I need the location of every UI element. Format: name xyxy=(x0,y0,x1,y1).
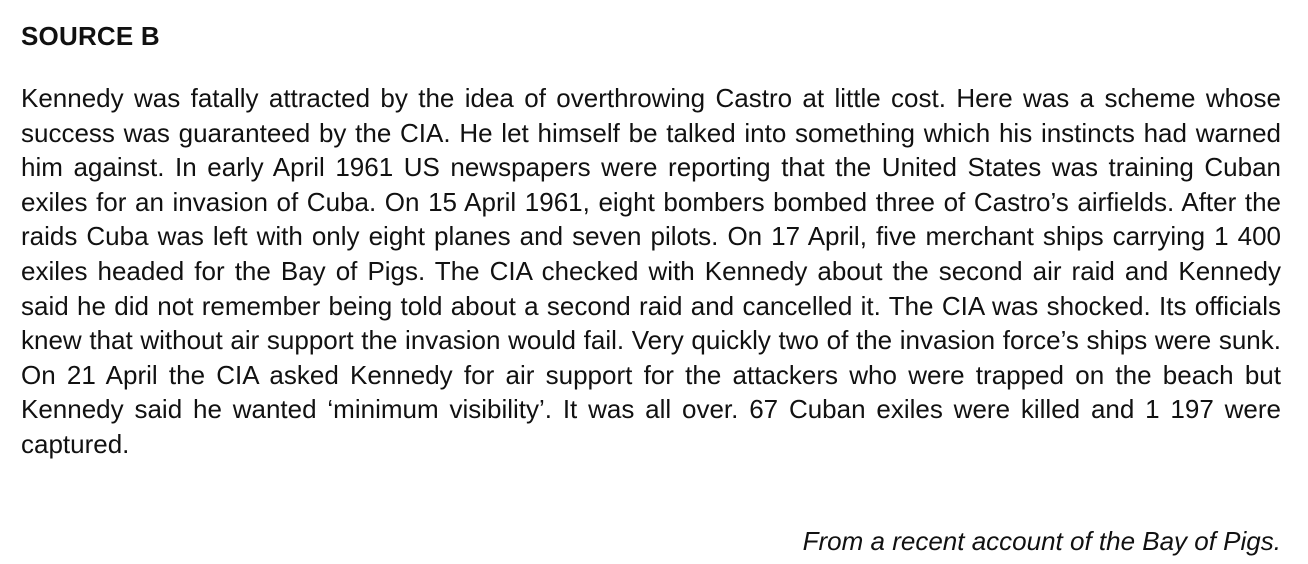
source-document xyxy=(21,0,1281,564)
source-attribution: From a recent account of the Bay of Pigs. xyxy=(802,526,1281,556)
source-heading: SOURCE B xyxy=(21,21,160,51)
source-body-text: Kennedy was fatally attracted by the idea of overthrowing Castro at little cost. Here was a scheme whose success was guaranteed by the CIA. He let himself be talked into something which his instincts had warned him against. In early April 1961 US newspapers were reporting that the United States was training Cuban exiles for an invasion of Cuba. On 15 April 1961, eight bombers bombed three of Castro’s airfields. After the raids Cuba was left with only eight planes and seven pilots. On 17 April, five merchant ships carrying 1 400 exiles headed for the Bay of Pigs. The CIA checked with Kennedy about the second air raid and Kennedy said he did not remember being told about a second raid and cancelled it. The CIA was shocked. Its officials knew that without air support the invasion would fail. Very quickly two of the invasion force’s ships were sunk. On 21 April the CIA asked Kennedy for air support for the attackers who were trapped on the beach but Kennedy said he wanted ‘minimum visibility’. It was all over. 67 Cuban exiles were killed and 1 197 were captured. xyxy=(21,83,1281,459)
